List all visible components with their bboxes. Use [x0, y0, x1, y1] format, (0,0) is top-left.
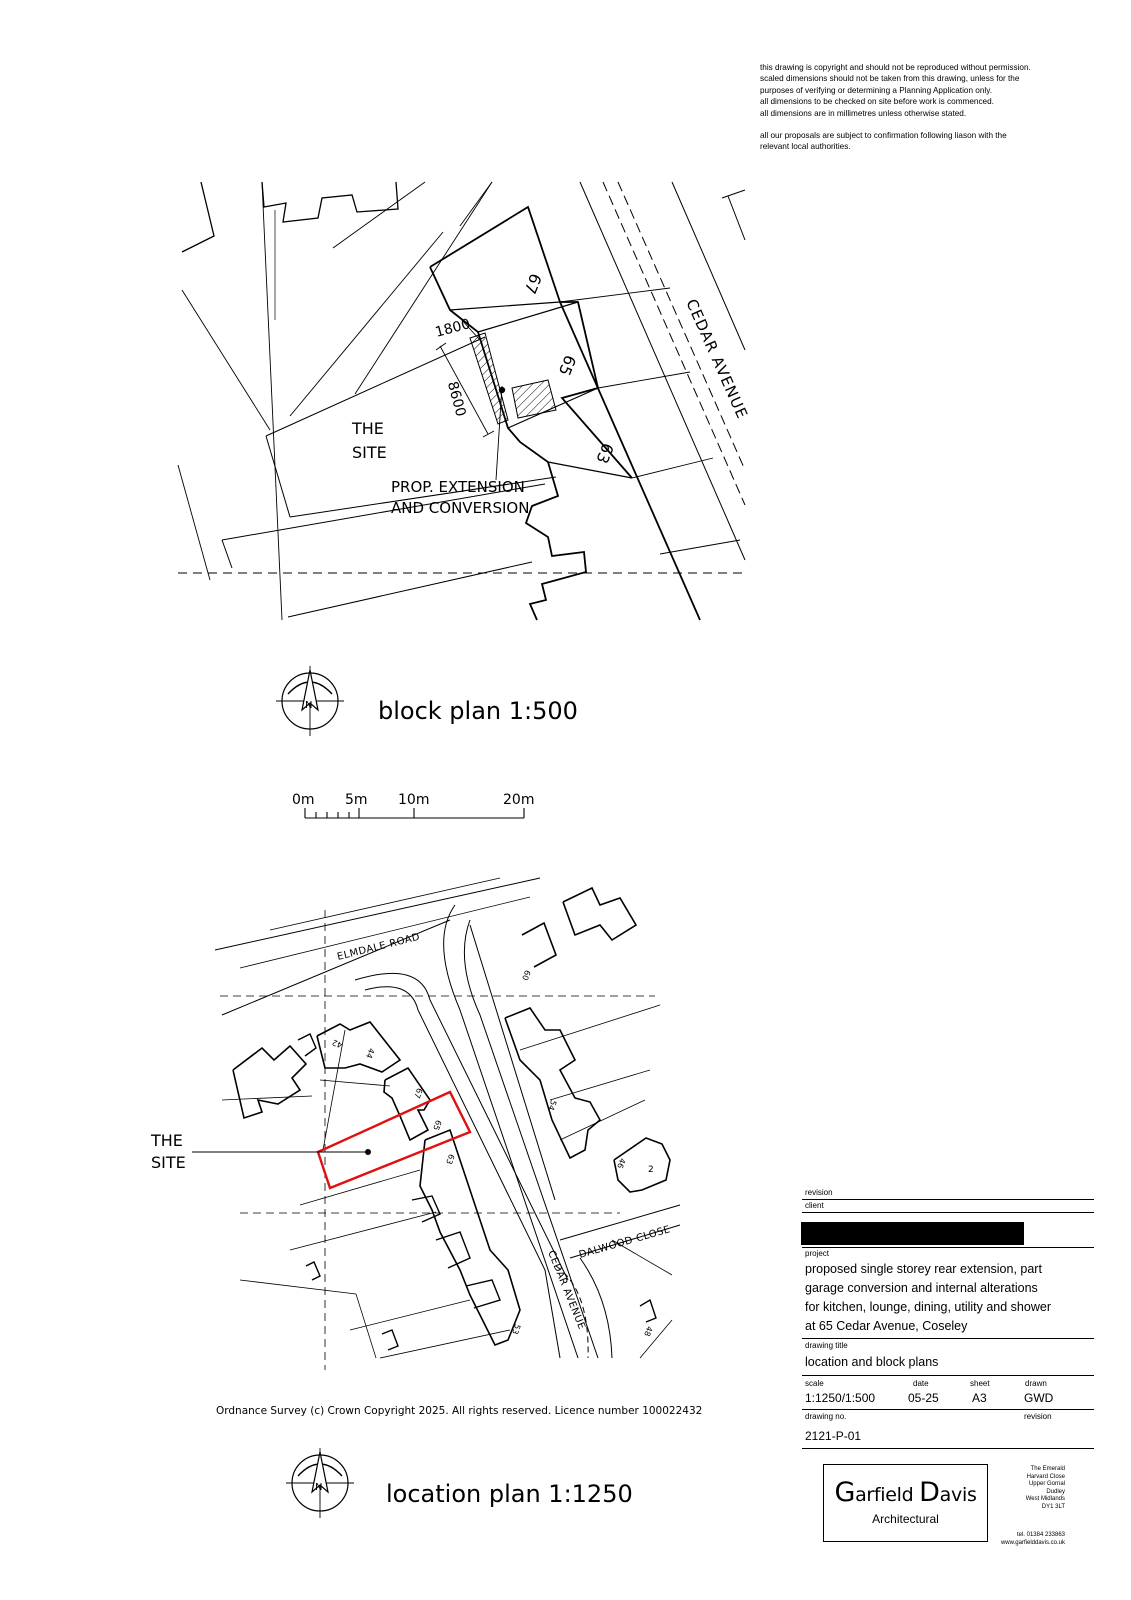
- company-tel: tel. 01384 233863: [1016, 1532, 1065, 1538]
- drawing-title-label: drawing title: [805, 1341, 848, 1350]
- road-name: DALWOOD CLOSE: [577, 1224, 672, 1261]
- house-number: 42: [330, 1037, 344, 1050]
- date-label: date: [913, 1379, 929, 1388]
- scale-bar: [305, 808, 524, 818]
- site-label: SITE: [151, 1153, 186, 1172]
- location-plan-title: location plan 1:1250: [386, 1480, 633, 1508]
- scale-label: 0m: [292, 792, 315, 808]
- block-plan-title: block plan 1:500: [378, 697, 578, 725]
- drawn-value: GWD: [1024, 1391, 1054, 1405]
- house-number: 60: [520, 968, 533, 982]
- road-name: CEDAR AVENUE: [545, 1249, 587, 1332]
- date-value: 05-25: [908, 1391, 939, 1405]
- scale-label: 20m: [503, 792, 535, 808]
- project-description: [805, 1260, 1095, 1336]
- company-contact: [985, 1532, 1065, 1548]
- north-arrow: [276, 666, 344, 736]
- north-label: N: [315, 1482, 323, 1493]
- dimension-label: 1800: [433, 316, 473, 341]
- site-label: THE: [151, 1131, 183, 1150]
- sheet-label: sheet: [970, 1379, 990, 1388]
- house-number: 67: [412, 1086, 425, 1100]
- north-arrow: [286, 1448, 354, 1518]
- house-number: 44: [364, 1046, 377, 1060]
- project-label: project: [805, 1249, 830, 1258]
- scale-label: 5m: [345, 792, 368, 808]
- drawing-number: 2121-P-01: [805, 1429, 862, 1443]
- revision-label: revision: [805, 1188, 833, 1197]
- redacted-client: [801, 1222, 1024, 1245]
- project-line: for kitchen, lounge, dining, utility and shower: [805, 1300, 1051, 1314]
- note-line: all dimensions to be checked on site before work is commenced.: [760, 97, 994, 107]
- drawing-no-label: drawing no.: [805, 1412, 847, 1421]
- company-website: www.garfielddavis.co.uk: [1000, 1539, 1065, 1546]
- callout-text: AND CONVERSION: [391, 499, 530, 517]
- scale-label: scale: [805, 1379, 824, 1388]
- project-line: proposed single storey rear extension, part: [805, 1262, 1042, 1276]
- client-label: client: [805, 1201, 824, 1210]
- road-name: CEDAR AVENUE: [682, 296, 752, 422]
- project-line: at 65 Cedar Avenue, Coseley: [805, 1319, 968, 1333]
- house-number: 48: [642, 1324, 655, 1338]
- scale-label: 10m: [398, 792, 430, 808]
- house-number: 65: [431, 1118, 444, 1132]
- house-number: 2: [648, 1165, 654, 1175]
- note-line: all dimensions are in millimetres unless otherwise stated.: [760, 108, 967, 118]
- note-line: this drawing is copyright and should not be reproduced without permission.: [760, 63, 1031, 72]
- note-line: all our proposals are subject to confirmation following liason with the: [760, 131, 1007, 141]
- sheet-value: A3: [972, 1391, 987, 1405]
- logo-subtitle: Architectural: [872, 1512, 939, 1526]
- company-address: The Emerald Harvard Close Upper Gornal Dudley West Midlands DY1 3LT: [1025, 1466, 1065, 1510]
- os-copyright: Ordnance Survey (c) Crown Copyright 2025. All rights reserved. Licence number 100022432: [216, 1405, 703, 1417]
- north-label: N: [305, 700, 313, 711]
- site-label: THE: [352, 419, 384, 438]
- callout-text: PROP. EXTENSION: [391, 478, 525, 496]
- drawn-label: drawn: [1025, 1379, 1047, 1388]
- project-line: garage conversion and internal alterations: [805, 1281, 1038, 1295]
- house-number: 54: [546, 1098, 559, 1112]
- dimension-label: 8600: [443, 379, 469, 419]
- drawing-title: location and block plans: [805, 1355, 939, 1369]
- note-line: purposes of verifying or determining a Planning Application only.: [760, 85, 992, 95]
- house-number: 53: [510, 1322, 523, 1336]
- road-name: ELMDALE ROAD: [336, 931, 422, 963]
- house-number: 65: [554, 352, 580, 379]
- house-number: 63: [444, 1152, 457, 1166]
- house-number: 67: [520, 270, 546, 297]
- note-line: relevant local authorities.: [760, 142, 851, 152]
- house-number: 46: [615, 1156, 628, 1170]
- scale-value: 1:1250/1:500: [805, 1391, 876, 1405]
- house-number: 63: [592, 440, 618, 467]
- revision-label: revision: [1024, 1412, 1052, 1421]
- site-label: SITE: [352, 443, 387, 462]
- note-line: scaled dimensions should not be taken from this drawing, unless for the: [760, 74, 1020, 84]
- company-logo: Garfield Davis Architectural: [823, 1464, 988, 1542]
